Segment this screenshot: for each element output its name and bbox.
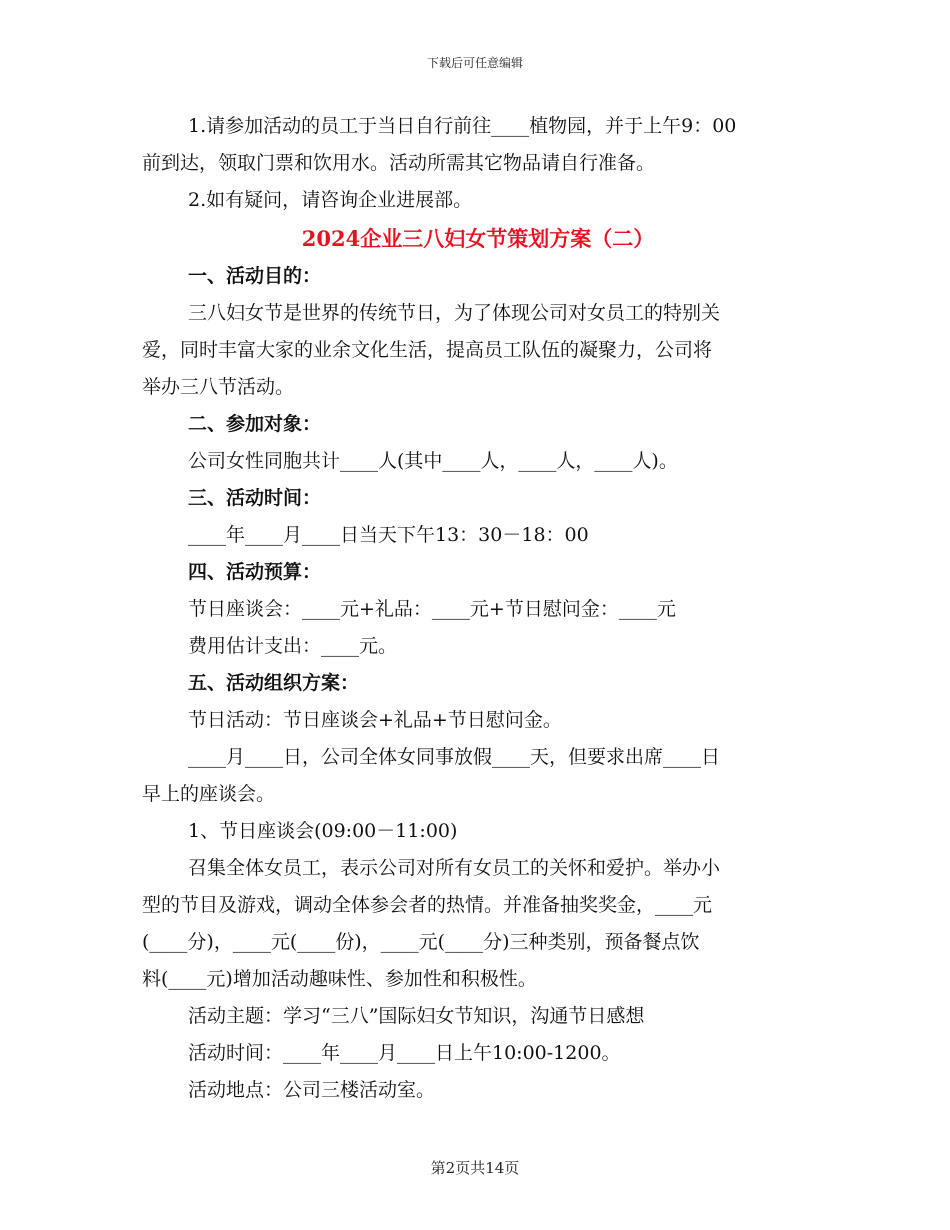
plan-section (142, 258, 814, 1109)
text-line: 1.请参加活动的员工于当日自行前往____植物园，并于上午9：00 (188, 115, 737, 137)
text-line: ____月____日，公司全体女同事放假____天，但要求出席____日 (188, 746, 721, 768)
text-line: 爱，同时丰富大家的业余文化生活，提高员工队伍的凝聚力，公司将 (142, 339, 713, 361)
document-title: 2024企业三八妇女节策划方案（二） (301, 226, 655, 251)
text-line: 费用估计支出：____元。 (188, 635, 398, 657)
text-line: 1、节日座谈会(09:00－11:00) (188, 820, 458, 842)
section-heading: 四、活动预算： (188, 561, 322, 583)
text-line: 早上的座谈会。 (142, 783, 276, 805)
text-line: 前到达，领取门票和饮用水。活动所需其它物品请自行准备。 (142, 152, 656, 174)
section-heading: 五、活动组织方案： (188, 672, 360, 694)
text-line: 节日座谈会：____元+礼品：____元+节日慰问金：____元 (188, 598, 676, 620)
text-line: ____年____月____日当天下午13：30－18：00 (188, 524, 589, 546)
text-line: (____分)，____元(____份)，____元(____分)三种类别，预备餐点饮 (142, 931, 700, 953)
text-line: 召集全体女员工，表示公司对所有女员工的关怀和爱护。举办小 (188, 857, 721, 879)
text-line: 料(____元)增加活动趣味性、参加性和积极性。 (142, 968, 537, 990)
section-heading: 二、参加对象： (188, 413, 322, 435)
text-line: 型的节目及游戏，调动全体参会者的热情。并准备抽奖奖金，____元 (142, 894, 713, 916)
text-line: 节日活动：节日座谈会+礼品+节日慰问金。 (188, 709, 562, 731)
text-line: 活动地点：公司三楼活动室。 (188, 1079, 436, 1101)
text-line: 活动主题：学习“三八”国际妇女节知识，沟通节日感想 (188, 1005, 645, 1027)
text-line: 举办三八节活动。 (142, 376, 295, 398)
text-line: 三八妇女节是世界的传统节日，为了体现公司对女员工的特别关 (188, 302, 721, 324)
section-heading: 三、活动时间： (188, 487, 322, 509)
text-line: 活动时间：____年____月____日上午10:00-1200。 (188, 1042, 621, 1064)
text-line: 公司女性同胞共计____人(其中____人，____人，____人)。 (188, 450, 678, 472)
document-body (142, 108, 814, 1109)
section-heading: 一、活动目的： (188, 265, 322, 287)
page-header: 下载后可任意编辑 (426, 56, 523, 70)
text-line: 2.如有疑问，请咨询企业进展部。 (188, 189, 473, 211)
page-footer: 第2页共14页 (430, 1159, 520, 1177)
intro-section (142, 108, 814, 219)
